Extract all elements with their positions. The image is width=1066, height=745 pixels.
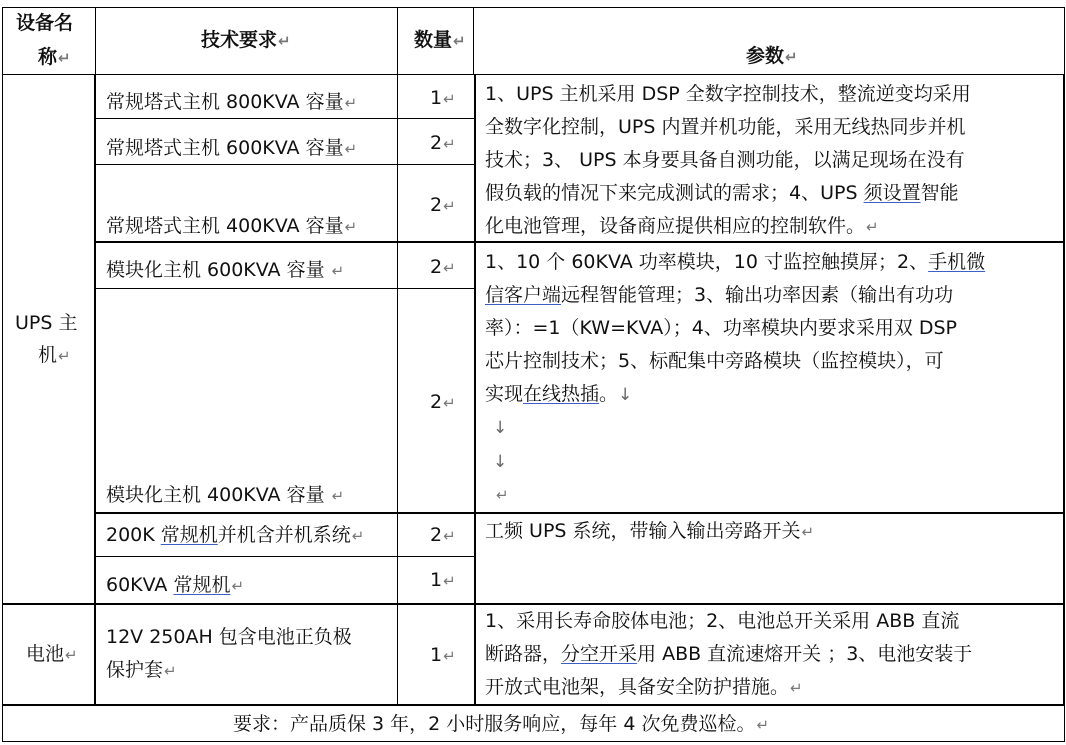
paragraph-mark-icon: ↵ <box>866 218 879 236</box>
table-row-qty: 1↵ <box>430 644 456 666</box>
table-row-qty: 2↵ <box>430 524 456 546</box>
table-row-req: 12V 250AH 包含电池正负极 保护套↵ <box>106 626 352 681</box>
footer-requirements: 要求：产品质保 3 年，2 小时服务响应，每年 4 次免费巡检。↵ <box>233 713 770 735</box>
paragraph-mark-icon: ↵ <box>443 135 456 153</box>
table-row-req: 常规塔式主机 600KVA 容量↵ <box>106 137 358 159</box>
category-ups-line1: UPS 主 <box>15 312 78 334</box>
paragraph-mark-icon: ↵ <box>443 527 456 545</box>
table-row-qty: 2↵ <box>430 391 456 413</box>
header-device-name-line2: 称↵ <box>38 46 71 68</box>
header-quantity: 数量↵ <box>414 29 466 51</box>
table-row-req: 60KVA 常规机↵ <box>106 574 245 596</box>
paragraph-mark-icon: ↵ <box>453 32 466 50</box>
line-break-icon: ↓ <box>493 418 508 438</box>
paragraph-mark-icon: ↵ <box>496 486 509 504</box>
paragraph-mark-icon: ↵ <box>344 94 358 112</box>
table-row-qty: 1↵ <box>430 569 456 591</box>
paragraph-mark-icon: ↵ <box>443 572 456 590</box>
paragraph-mark-icon: ↵ <box>231 577 245 595</box>
paragraph-mark-icon: ↵ <box>344 140 358 158</box>
paragraph-mark-icon: ↵ <box>443 647 456 665</box>
category-ups-line2: 机↵ <box>38 344 71 366</box>
paragraph-mark-icon: ↵ <box>58 347 71 365</box>
params-block: 1、采用长寿命胶体电池；2、电池总开关采用 ABB 直流 断路器，分空开采用 ABB 直流速熔开关 ；3、电池安装于 开放式电池架，具备安全防护措施。↵ <box>485 610 973 698</box>
paragraph-mark-icon: ↵ <box>278 32 291 50</box>
header-params: 参数↵ <box>746 45 798 67</box>
paragraph-mark-icon: ↵ <box>785 48 798 66</box>
paragraph-mark-icon: ↵ <box>443 259 456 277</box>
table-row-req: 常规塔式主机 400KVA 容量↵ <box>106 215 358 237</box>
category-battery: 电池↵ <box>26 643 78 665</box>
paragraph-mark-icon: ↵ <box>331 487 345 505</box>
table-row-req: 模块化主机 400KVA 容量 ↵ <box>106 484 345 506</box>
paragraph-mark-icon: ↵ <box>756 716 770 734</box>
paragraph-mark-icon: ↵ <box>443 197 456 215</box>
header-tech-req: 技术要求↵ <box>201 29 291 51</box>
header-device-name-line1: 设备名 <box>16 12 74 34</box>
paragraph-mark-icon: ↵ <box>801 523 815 541</box>
paragraph-mark-icon: ↵ <box>58 49 71 67</box>
params-block: 1、UPS 主机采用 DSP 全数字控制技术，整流逆变均采用 全数字化控制，UPS 内置并机功能，采用无线热同步并机 技术；3、 UPS 本身要具备自测功能，以满足现场在没有 假负载的情况下来完成测试的需求；4、UPS 须设置智能 化电池管理，设备商应提供相应的控制软件。↵ <box>485 83 971 237</box>
paragraph-mark-icon: ↵ <box>331 262 345 280</box>
paragraph-mark-icon: ↵ <box>351 527 365 545</box>
table-row-req: 200K 常规机并机含并机系统↵ <box>106 524 365 546</box>
params-block: 1、10 个 60KVA 功率模块，10 寸监控触摸屏；2、手机微 信客户端远程智能管理；3、输出功率因素（输出有功功 率）：=1（KW=KVA）；4、功率模块内要求采用双 DSP 芯片控制技术；5、标配集中旁路模块（监控模块），可 实现在线热插。↓ <box>485 251 986 405</box>
table-row-qty: 1↵ <box>430 87 456 109</box>
paragraph-mark-icon: ↵ <box>443 90 456 108</box>
paragraph-mark-icon: ↵ <box>790 679 803 697</box>
table-row-qty: 2↵ <box>430 194 456 216</box>
paragraph-mark-icon: ↵ <box>164 662 177 680</box>
table-row-qty: 2↵ <box>430 256 456 278</box>
table-row-req: 常规塔式主机 800KVA 容量↵ <box>106 91 358 113</box>
line-break-icon: ↓ <box>618 385 633 405</box>
params-block: 工频 UPS 系统，带输入输出旁路开关↵ <box>485 520 815 542</box>
paragraph-mark-icon: ↵ <box>65 646 78 664</box>
line-break-icon: ↓ <box>493 452 508 472</box>
table-row-qty: 2↵ <box>430 132 456 154</box>
table-row-req: 模块化主机 600KVA 容量 ↵ <box>106 259 345 281</box>
paragraph-mark-icon: ↵ <box>344 218 358 236</box>
paragraph-mark-icon: ↵ <box>443 394 456 412</box>
